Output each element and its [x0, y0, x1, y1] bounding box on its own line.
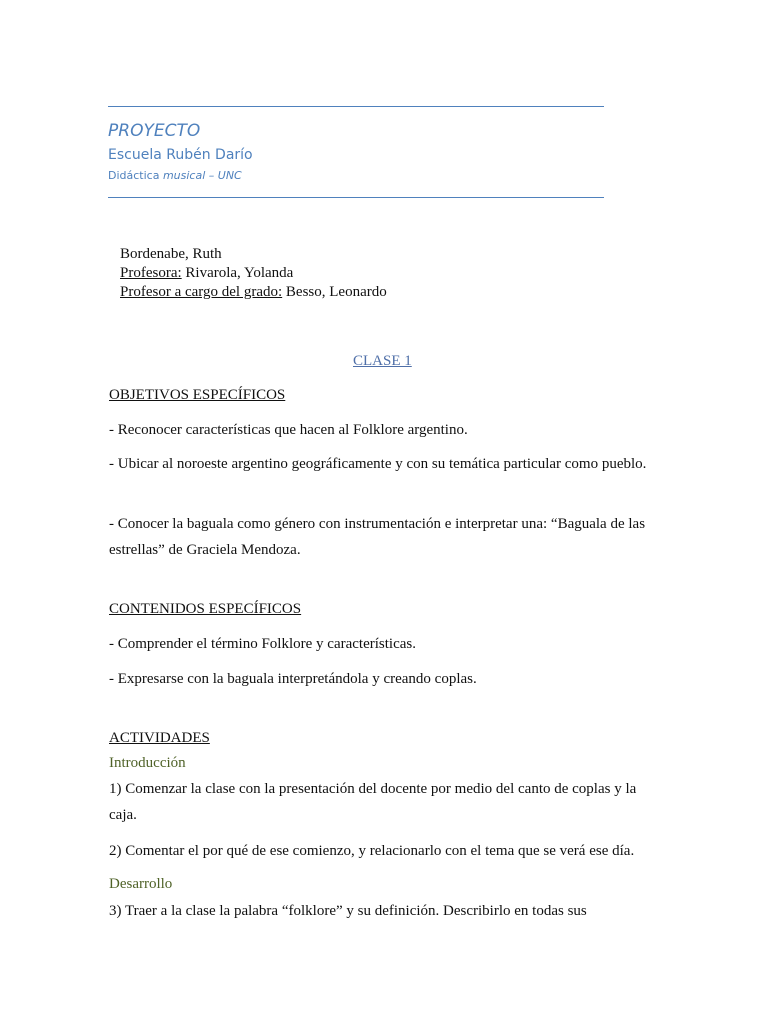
course-subtitle — [108, 169, 242, 182]
document-title: PROYECTO — [108, 121, 201, 141]
school-name: Escuela Rubén Darío — [108, 147, 253, 163]
grade-teacher-name: Besso, Leonardo — [282, 284, 387, 300]
objectives-heading: OBJETIVOS ESPECÍFICOS — [109, 387, 286, 403]
header-top-rule — [108, 106, 604, 107]
activities-heading: ACTIVIDADES — [109, 730, 210, 746]
objective-item: - Reconocer características que hacen al Folklore argentino. — [109, 422, 468, 438]
activity-item: 2) Comentar el por qué de ese comienzo, y relacionarlo con el tema que se verá ese día. — [109, 843, 635, 859]
development-label: Desarrollo — [109, 876, 173, 892]
teacher-name: Rivarola, Yolanda — [181, 265, 294, 281]
content-item: - Comprender el término Folklore y características. — [109, 636, 416, 652]
subtitle-part-a: Didáctica — [108, 169, 163, 182]
content-item: - Expresarse con la baguala interpretándola y creando coplas. — [109, 671, 477, 687]
contents-heading: CONTENIDOS ESPECÍFICOS — [109, 601, 302, 617]
objective-item: - Conocer la baguala como género con instrumentación e interpretar una: “Baguala de las estrellas” de Graciela Mendoza. — [109, 516, 646, 558]
teacher-label: Profesora: — [120, 265, 182, 281]
intro-label: Introducción — [109, 755, 186, 771]
activity-item: 3) Traer a la clase la palabra “folklore” y su definición. Describirlo en todas sus — [109, 903, 587, 919]
class-title: CLASE 1 — [353, 353, 412, 369]
activity-item: 1) Comenzar la clase con la presentación del docente por medio del canto de coplas y la caja. — [109, 781, 637, 823]
student-name: Bordenabe, Ruth — [120, 246, 222, 262]
subtitle-part-c: – UNC — [205, 169, 242, 182]
grade-teacher-line — [120, 284, 387, 301]
header-bottom-rule — [108, 197, 604, 198]
objective-item: - Ubicar al noroeste argentino geográficamente y con su temática particular como pueblo. — [109, 456, 647, 472]
teacher-line — [120, 265, 293, 282]
subtitle-part-b: musical — [162, 169, 206, 182]
grade-teacher-label: Profesor a cargo del grado: — [120, 284, 283, 300]
